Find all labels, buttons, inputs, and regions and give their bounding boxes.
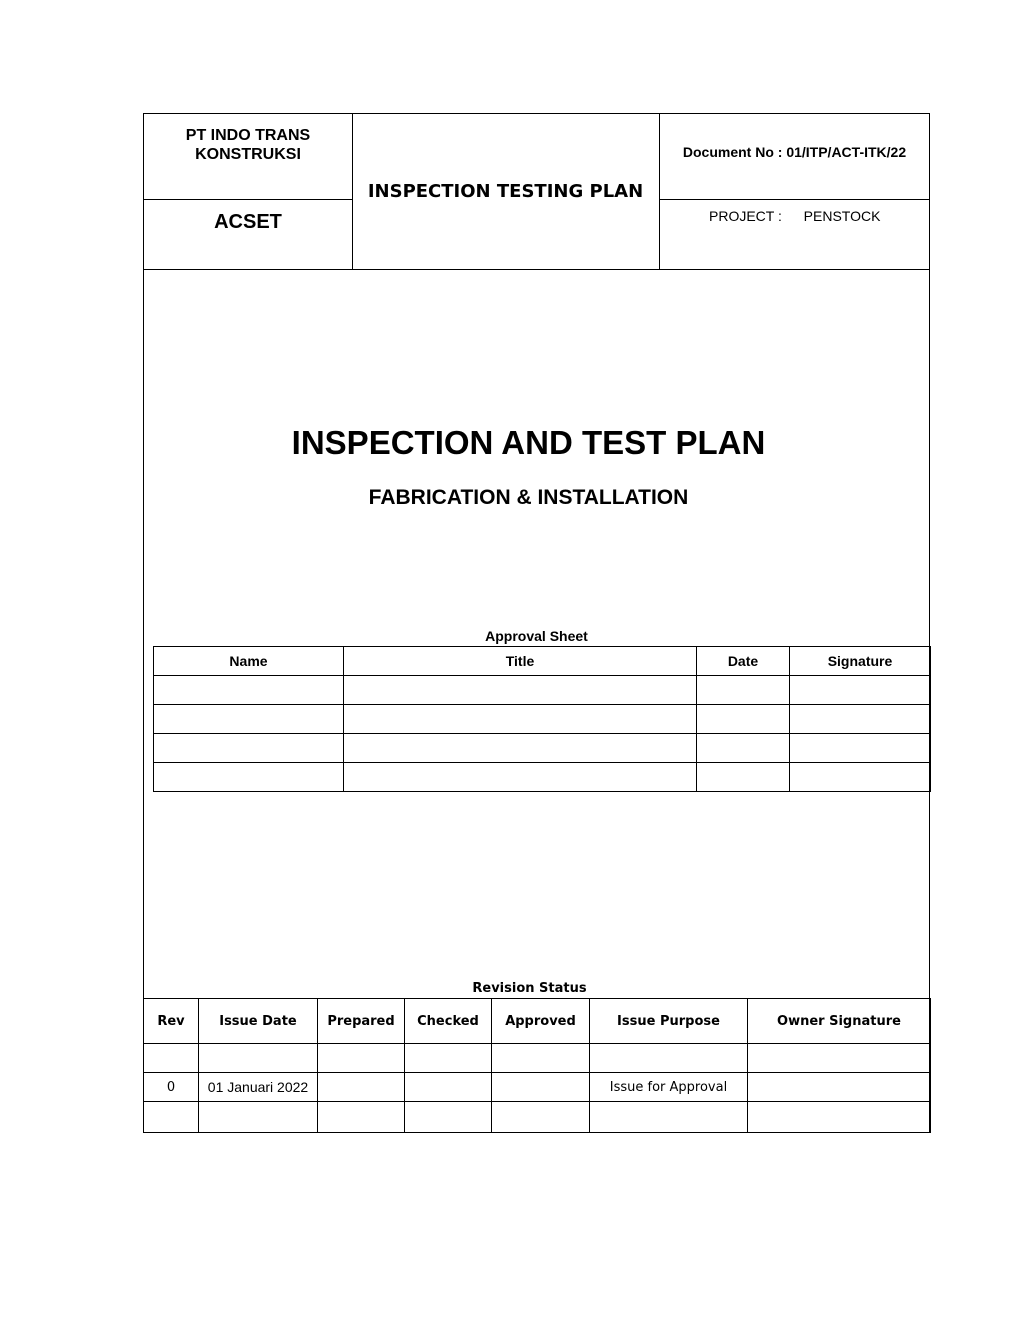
revision-cell-rev: 0 — [144, 1073, 199, 1102]
header-divider-right — [659, 113, 660, 270]
revision-cell-owner-signature — [748, 1044, 931, 1073]
approval-sheet-table — [153, 646, 931, 792]
company-name-line1: PT INDO TRANS — [185, 127, 311, 144]
header-row-divider-left — [143, 199, 353, 200]
approval-header-date: Date — [697, 647, 790, 676]
revision-header-prepared: Prepared — [318, 999, 405, 1044]
revision-header-issue-purpose: Issue Purpose — [590, 999, 748, 1044]
approval-cell — [344, 705, 697, 734]
revision-cell-checked — [405, 1044, 492, 1073]
revision-cell-checked — [405, 1073, 492, 1102]
approval-row — [154, 705, 931, 734]
approval-row — [154, 734, 931, 763]
revision-cell-prepared — [318, 1102, 405, 1133]
approval-cell — [344, 734, 697, 763]
revision-status-table — [143, 998, 931, 1133]
revision-cell-issue-purpose — [590, 1102, 748, 1133]
revision-header-checked: Checked — [405, 999, 492, 1044]
header-row-divider-right — [659, 199, 930, 200]
revision-cell-prepared — [318, 1044, 405, 1073]
company-name — [143, 126, 353, 164]
main-subtitle: FABRICATION & INSTALLATION — [368, 486, 689, 509]
revision-header-rev: Rev — [144, 999, 199, 1044]
approval-sheet-caption: Approval Sheet — [485, 628, 588, 644]
approval-header-signature: Signature — [790, 647, 931, 676]
approval-cell — [697, 763, 790, 792]
approval-cell — [697, 705, 790, 734]
revision-header-issue-date: Issue Date — [199, 999, 318, 1044]
document-title: INSPECTION TESTING PLAN — [367, 181, 644, 202]
revision-header-row — [144, 999, 931, 1044]
revision-status-caption: Revision Status — [472, 981, 587, 996]
document-number: Document No : 01/ITP/ACT-ITK/22 — [682, 144, 907, 160]
revision-cell-rev — [144, 1044, 199, 1073]
approval-cell — [790, 705, 931, 734]
revision-cell-issue-date — [199, 1044, 318, 1073]
approval-cell — [790, 676, 931, 705]
revision-cell-approved — [492, 1073, 590, 1102]
revision-cell-issue-purpose — [590, 1044, 748, 1073]
revision-cell-prepared — [318, 1073, 405, 1102]
client-name: ACSET — [214, 211, 282, 233]
revision-cell-owner-signature — [748, 1073, 931, 1102]
revision-cell-issue-date: 01 Januari 2022 — [199, 1073, 318, 1102]
revision-cell-approved — [492, 1102, 590, 1133]
revision-cell-approved — [492, 1044, 590, 1073]
revision-header-approved: Approved — [492, 999, 590, 1044]
approval-cell — [154, 763, 344, 792]
revision-cell-issue-date — [199, 1102, 318, 1133]
revision-cell-rev — [144, 1102, 199, 1133]
approval-cell — [154, 705, 344, 734]
revision-row — [144, 1073, 931, 1102]
project-value: PENSTOCK — [803, 208, 881, 224]
main-title: INSPECTION AND TEST PLAN — [291, 424, 766, 461]
revision-cell-owner-signature — [748, 1102, 931, 1133]
approval-cell — [344, 763, 697, 792]
approval-header-row — [154, 647, 931, 676]
approval-cell — [154, 734, 344, 763]
approval-header-title: Title — [344, 647, 697, 676]
revision-cell-issue-purpose: Issue for Approval — [590, 1073, 748, 1102]
document-frame — [143, 113, 930, 1133]
approval-cell — [154, 676, 344, 705]
revision-cell-checked — [405, 1102, 492, 1133]
approval-row — [154, 676, 931, 705]
header-bottom-border — [143, 269, 930, 270]
revision-header-owner-signature: Owner Signature — [748, 999, 931, 1044]
approval-header-name: Name — [154, 647, 344, 676]
approval-cell — [697, 676, 790, 705]
approval-cell — [697, 734, 790, 763]
company-name-line2: KONSTRUKSI — [195, 146, 301, 163]
revision-row — [144, 1044, 931, 1073]
revision-row — [144, 1102, 931, 1133]
project-info — [709, 208, 880, 224]
approval-cell — [344, 676, 697, 705]
project-label: PROJECT : — [709, 208, 782, 224]
approval-cell — [790, 763, 931, 792]
approval-row — [154, 763, 931, 792]
approval-cell — [790, 734, 931, 763]
